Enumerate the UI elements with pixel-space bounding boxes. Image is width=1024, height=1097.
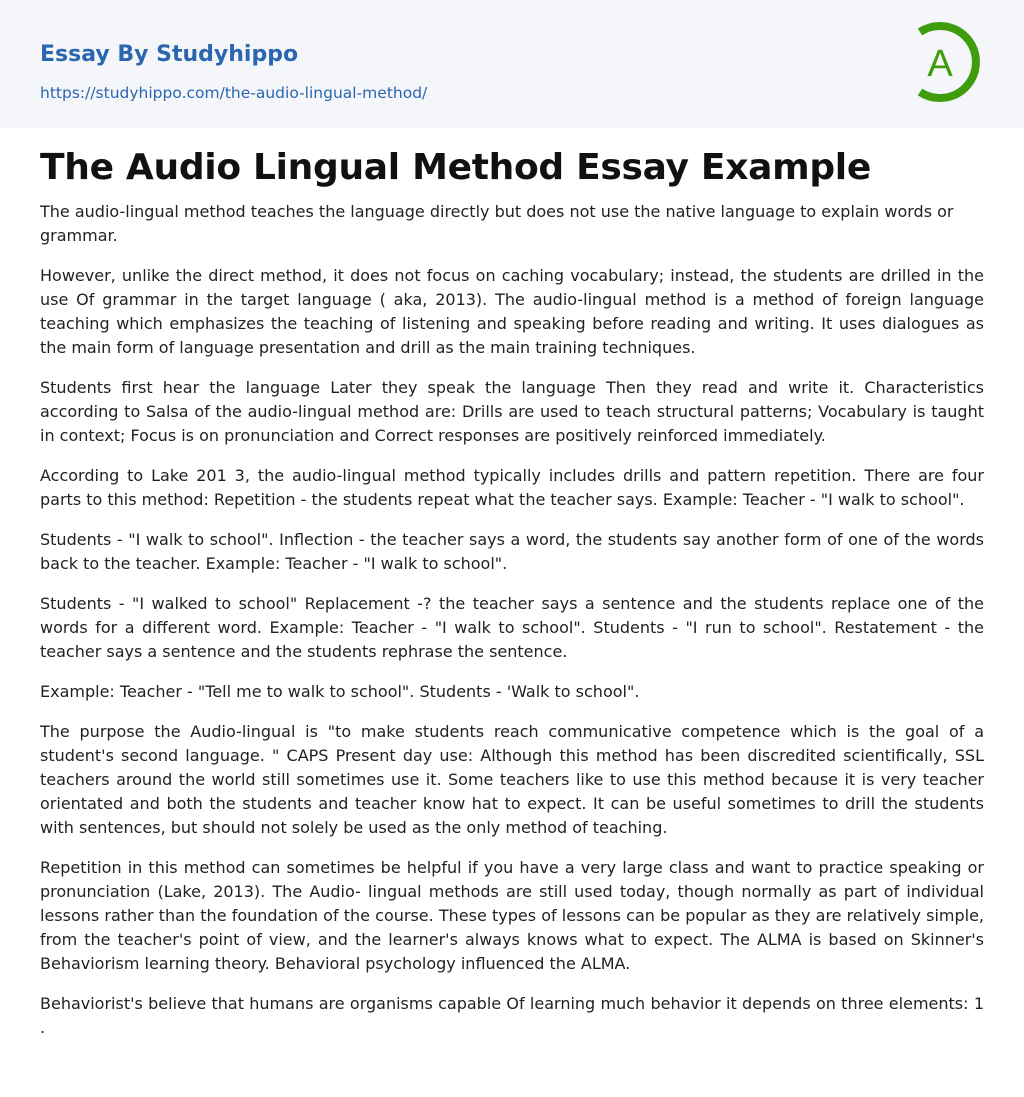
paragraph: However, unlike the direct method, it does not focus on caching vocabulary; instead, the students are drilled in the use Of grammar in the target language ( aka, 2013). The audio-lingual method is a method of foreign language teaching which emphasizes the teaching of listening and speaking before reading and writing. It uses dialogues as the main form of language presentation and drill as the main training techniques. bbox=[40, 266, 984, 357]
paragraph: Students - "I walked to school" Replacement -? the teacher says a sentence and the students replace one of the words for a different word. Example: Teacher - "I walk to school". Students - "I run to school". Restatement - the teacher says a sentence and the students rephrase the sentence. bbox=[40, 594, 984, 661]
essay-url-link[interactable]: https://studyhippo.com/the-audio-lingual-method/ bbox=[40, 84, 428, 102]
paragraph: Behaviorist's believe that humans are organisms capable Of learning much behavior it depends on three elements: 1 . bbox=[40, 994, 984, 1037]
brand-title: Essay By Studyhippo bbox=[40, 42, 299, 67]
paragraph: Students first hear the language Later they speak the language Then they read and write it. Characteristics according to Salsa of the audio-lingual method are: Drills are used to teach structural patterns; Vocabulary is taught in context; Focus is on pronunciation and Correct responses are positively reinforced immediately. bbox=[40, 378, 984, 445]
page-title: The Audio Lingual Method Essay Example bbox=[40, 147, 871, 188]
paragraph: The purpose the Audio-lingual is "to make students reach communicative competence which is the goal of a student's second language. " CAPS Present day use: Although this method has been discredited scientifically, SSL teachers around the world still sometimes use it. Some teachers like to use this method because it is very teacher orientated and both the students and teacher know hat to expect. It can be useful sometimes to drill the students with sentences, but should not solely be used as the only method of teaching. bbox=[40, 722, 984, 837]
paragraph: Students - "I walk to school". Inflection - the teacher says a word, the students say another form of one of the words back to the teacher. Example: Teacher - "I walk to school". bbox=[40, 530, 984, 573]
paragraph: The audio-lingual method teaches the language directly but does not use the native language to explain words or grammar. bbox=[40, 202, 954, 245]
studyhippo-logo-icon[interactable] bbox=[912, 20, 984, 104]
paragraph: Repetition in this method can sometimes be helpful if you have a very large class and want to practice speaking or pronunciation (Lake, 2013). The Audio- lingual methods are still used today, though normally as part of individual lessons rather than the foundation of the course. These types of lessons can be popular as they are relatively simple, from the teacher's point of view, and the learner's always knows what to expect. The ALMA is based on Skinner's Behaviorism learning theory. Behavioral psychology influenced the ALMA. bbox=[40, 858, 984, 973]
paragraph: Example: Teacher - "Tell me to walk to school". Students - 'Walk to school". bbox=[40, 682, 640, 701]
logo-letter: A bbox=[927, 43, 953, 85]
paragraph: According to Lake 201 3, the audio-lingual method typically includes drills and pattern repetition. There are four parts to this method: Repetition - the students repeat what the teacher says. Example: Teacher - "I walk to school". bbox=[40, 466, 984, 509]
essay-body bbox=[40, 200, 984, 1056]
